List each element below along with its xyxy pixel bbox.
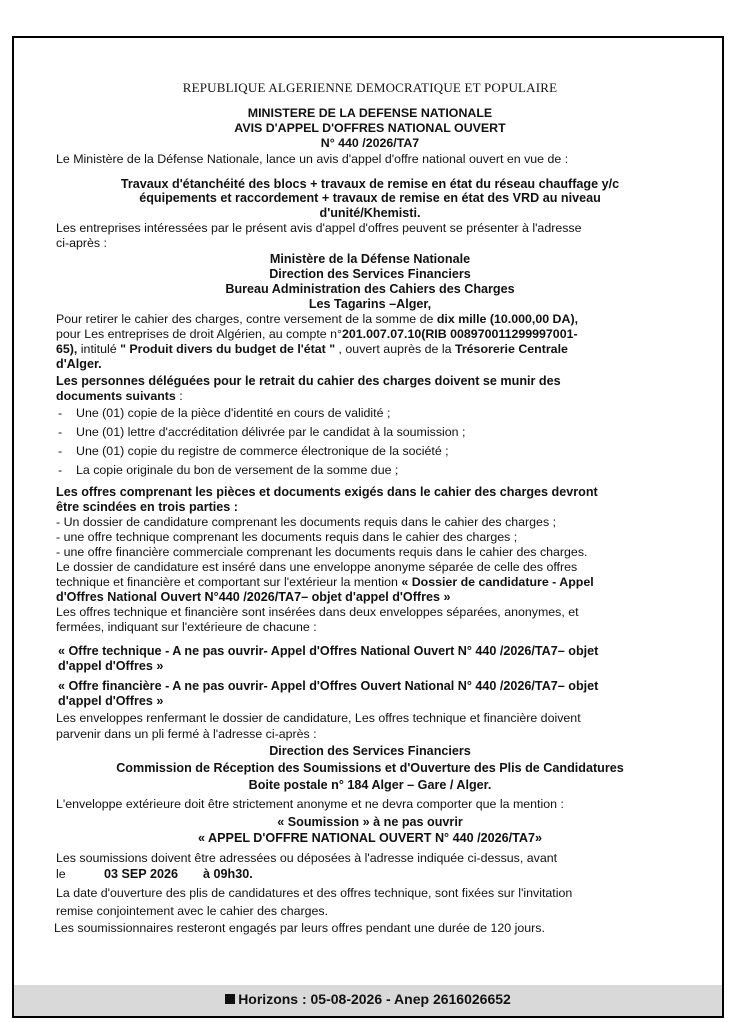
object-line-2: équipements et raccordement + travaux de remise en état des VRD au niveau xyxy=(139,191,601,205)
financial-offer-label-1: « Offre financière - A ne pas ouvrir- Appel d'Offres Ouvert National N° 440 /2026/TA7– objet xyxy=(58,679,599,693)
list-dash: - xyxy=(58,425,63,439)
address1-line-1: Ministère de la Défense Nationale xyxy=(269,252,471,266)
opening-line-2: remise conjointement avec le cahier des charges. xyxy=(56,904,329,918)
delegate-doc-3: Une (01) copie du registre de commerce électronique de la société ; xyxy=(76,444,449,458)
deadline-line-1: Les soumissions doivent être adressées ou déposées à l'adresse indiquée ci-dessus, avant xyxy=(56,851,558,865)
address1-line-2: Direction des Services Financiers xyxy=(269,267,471,281)
delegates-heading-1: Les personnes déléguées pour le retrait du cahier des charges doivent se munir des xyxy=(56,374,561,388)
interested-line-1: Les entreprises intéressées par le présent avis d'appel d'offres peuvent se présenter à l'adresse xyxy=(56,221,582,235)
square-bullet-icon xyxy=(225,994,235,1004)
technical-offer-label-1: « Offre technique - A ne pas ouvrir- Appel d'Offres National Ouvert N° 440 /2026/TA7– objet xyxy=(58,644,599,658)
list-dash: - xyxy=(58,463,63,477)
delivery-line-2: parvenir dans un pli fermé à l'adresse ci-après : xyxy=(56,727,317,741)
address2-line-3: Boite postale n° 184 Alger – Gare / Alger. xyxy=(248,778,492,792)
footer-label: Horizons : 05-08-2026 - Anep 2616026652 xyxy=(238,991,511,1007)
object-line-1: Travaux d'étanchéité des blocs + travaux de remise en état du réseau chauffage y/c xyxy=(120,177,620,191)
offers-heading-2: être scindées en trois parties : xyxy=(56,500,238,514)
opening-line-1: La date d'ouverture des plis de candidatures et des offres technique, sont fixées sur l'invitation xyxy=(56,886,573,900)
withdraw-line-3: 65), intitulé " Produit divers du budget de l'état " , ouvert auprès de la Trésorerie Centrale xyxy=(56,342,568,356)
envelopes-line-1: Les offres technique et financière sont insérées dans deux enveloppes séparées, anonymes, et xyxy=(56,605,579,619)
withdraw-line-4: d'Alger. xyxy=(56,357,102,371)
deadline-time: à 09h30. xyxy=(203,867,253,881)
offer-part-3: - une offre financière commerciale comprenant les documents requis dans le cahier des charges. xyxy=(56,545,588,559)
anonymous-text: L'enveloppe extérieure doit être strictement anonyme et ne devra comporter que la mention : xyxy=(56,797,564,811)
dossier-line-1: Le dossier de candidature est inséré dans une enveloppe anonyme séparée de celle des offres xyxy=(56,560,578,574)
deadline-date: 03 SEP 2026 xyxy=(104,867,178,881)
withdraw-line-2: pour Les entreprises de droit Algérien, au compte n°201.007.07.10(RIB 008970011299997001- xyxy=(56,327,578,341)
republic-heading: REPUBLIQUE ALGERIENNE DEMOCRATIQUE ET POPULAIRE xyxy=(182,80,558,95)
mention-line-1: « Soumission » à ne pas ouvrir xyxy=(277,815,463,829)
validity-text: Les soumissionnaires resteront engagés par leurs offres pendant une durée de 120 jours. xyxy=(54,921,545,935)
object-line-3: d'unité/Khemisti. xyxy=(319,206,421,220)
delivery-line-1: Les enveloppes renfermant le dossier de candidature, Les offres technique et financière doivent xyxy=(56,711,581,725)
address2-line-1: Direction des Services Financiers xyxy=(269,744,471,758)
technical-offer-label-2: d'appel d'Offres » xyxy=(58,659,164,673)
withdraw-line-1: Pour retirer le cahier des charges, contre versement de la somme de dix mille (10.000,00 DA), xyxy=(56,312,579,326)
footer-text xyxy=(14,991,722,1007)
address2-line-2: Commission de Réception des Soumissions et d'Ouverture des Plis de Candidatures xyxy=(116,761,624,775)
envelopes-line-2: fermées, indiquant sur l'extérieure de chacune : xyxy=(56,620,317,634)
notice-type: AVIS D'APPEL D'OFFRES NATIONAL OUVERT xyxy=(234,121,506,135)
publication-footer xyxy=(14,985,722,1016)
notice-number: N° 440 /2026/TA7 xyxy=(320,136,420,150)
list-dash: - xyxy=(58,444,63,458)
ministry-heading: MINISTERE DE LA DEFENSE NATIONALE xyxy=(247,106,493,120)
financial-offer-label-2: d'appel d'Offres » xyxy=(58,694,164,708)
delegate-doc-2: Une (01) lettre d'accréditation délivrée par le candidat à la soumission ; xyxy=(76,425,466,439)
offers-heading-1: Les offres comprenant les pièces et documents exigés dans le cahier des charges devront xyxy=(56,485,598,499)
list-dash: - xyxy=(58,406,63,420)
intro-text: Le Ministère de la Défense Nationale, lance un avis d'appel d'offre national ouvert en vue de : xyxy=(56,152,569,166)
address1-line-3: Bureau Administration des Cahiers des Charges xyxy=(225,282,515,296)
delegates-heading-2: documents suivants : xyxy=(56,389,183,403)
mention-line-2: « APPEL D'OFFRE NATIONAL OUVERT N° 440 /2026/TA7» xyxy=(198,831,542,845)
deadline-le: le xyxy=(56,867,66,881)
delegate-doc-1: Une (01) copie de la pièce d'identité en cours de validité ; xyxy=(76,406,391,420)
dossier-line-2: technique et financière et comportant sur l'extérieur la mention « Dossier de candidature - Appel xyxy=(56,575,594,589)
offer-part-2: - une offre technique comprenant les documents requis dans le cahier des charges ; xyxy=(56,530,518,544)
address1-line-4: Les Tagarins –Alger, xyxy=(308,297,432,311)
dossier-line-3: d'Offres National Ouvert N°440 /2026/TA7– objet d'appel d'Offres » xyxy=(56,590,451,604)
delegate-doc-4: La copie originale du bon de versement de la somme due ; xyxy=(76,463,399,477)
offer-part-1: - Un dossier de candidature comprenant les documents requis dans le cahier des charges ; xyxy=(56,515,557,529)
interested-line-2: ci-après : xyxy=(56,236,107,250)
